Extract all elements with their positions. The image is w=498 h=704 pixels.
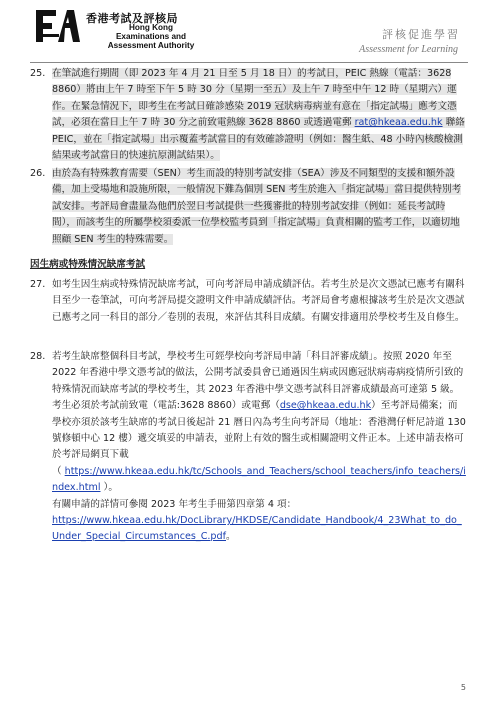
- link-schools-teachers[interactable]: https://www.hkeaa.edu.hk/tc/Schools_and_Teachers/school_teachers/info_teachers/index.html: [52, 465, 466, 494]
- paragraph-number: 28.: [30, 351, 46, 362]
- paragraph-text-part-4: 。: [226, 531, 236, 543]
- slogan-en: Assessment for Learning: [359, 44, 458, 55]
- paragraph-text-part-1: 在筆試進行期間（即 2023 年 4 月 21 日至 5 月 18 日）的考試日，PEIC 熱線（電話：3628 8860）將由上午 7 時至下午 5 時 30 分（星期一至五）及上午 7 時至中午 12 時（星期六）運作。在緊急情況下，即考生在考試日確診感染 2019 冠狀病毒病並有意在「指定試場」應考文憑試，必須在當日上午 7 時 30 分之前致電熱線 3628 8860 或透過電郵: [52, 68, 457, 129]
- paragraph-text: 如考生因生病或特殊情況缺席考試，可向考評局申請成績評估。若考生於是次文憑試已應考有關科目至少一卷筆試，可向考評局提交證明文件申請成績評估。考評局會考慮根據該考生於是次文憑試已應考之同一科目的部分／卷別的表現，來評估其科目成績。有關安排適用於學校考生及自修生。: [52, 279, 465, 323]
- org-name-en-line1: Hong Kong: [128, 23, 174, 32]
- email-link-rat[interactable]: rat@hkeaa.edu.hk: [354, 117, 443, 129]
- paragraph-27: [30, 277, 466, 326]
- page-number: 5: [460, 683, 466, 692]
- org-name-en: [96, 23, 206, 50]
- org-name-en-line3: Assessment Authority: [107, 41, 195, 50]
- page-header: [0, 0, 498, 66]
- section-title: 因生病或特殊情況缺席考試: [30, 259, 146, 270]
- paragraph-text: [52, 349, 466, 546]
- url-close-paren: ）。: [100, 482, 118, 494]
- paragraph-text: [52, 166, 466, 248]
- paragraph-text-part-2: 聯絡 PEIC，並在「指定試場」出示覆蓋考試當日的有效確診證明（例如：醫生紙、48 小時內核酸檢測結果或考試當日的快速抗原測試結果）。: [52, 117, 465, 162]
- paragraph-text: [52, 66, 466, 164]
- paragraph-text-body: 由於為有特殊教育需要（SEN）考生而設的特別考試安排（SEA）涉及不同類型的支援和額外設備，加上受場地和設施所限，一般情況下難為個別 SEN 考生於進入「指定試場」當日提供特別考試安排。考評局會盡量為他們於翌日考試提供一些獲審批的特別考試安排（例如：延長考試時間），而該考生的所屬學校須委派一位學校監考員到「指定試場」負責相關的監考工作，以適切地照顧 SEN 考生的特殊需要。: [52, 168, 462, 245]
- paragraph-number: 27.: [30, 279, 46, 290]
- header-divider: [30, 62, 468, 63]
- paragraph-26: [30, 166, 466, 248]
- paragraph-text-part-3: 有關申請的詳情可參閱 2023 年考生手冊第四章第 4 項：: [52, 498, 297, 510]
- org-name-zh: 香港考試及評核局: [86, 12, 178, 25]
- url-open-paren: （: [52, 465, 65, 477]
- paragraph-text-part-1: 若考生缺席整個科目考試，學校考生可經學校向考評局申請「科目評審成績」。按照 2020 年至 2022 年香港中學文憑考試的做法，公開考試委員會已通過因生病或因應冠狀病毒病疫情所引致的特殊情況而缺席考試的學校考生，其 2023 年香港中學文憑考試科目評審成績最高可達第 5 級。考生必須於考試前致電（電話:3628 8860）或電郵（: [52, 351, 464, 412]
- slogan-zh: 評核促進學習: [382, 28, 460, 41]
- paragraph-text-part-2: ）至考評局備案；而學校亦須於該考生缺席的考試日後起計 21 曆日內為考生向考評局（地址：香港灣仔軒尼詩道 130 號修頓中心 12 樓）遞交填妥的申請表，並附上有效的醫生或相關證明文件正本。上述申請表格可於考評局網頁下載: [52, 400, 466, 461]
- link-candidate-handbook[interactable]: https://www.hkeaa.edu.hk/DocLibrary/HKDSE/Candidate_Handbook/4_23What_to_do_Under_Special_Circumstances_C.pdf: [52, 515, 462, 543]
- email-link-dse[interactable]: dse@hkeaa.edu.hk: [279, 400, 372, 412]
- paragraph-25: [30, 66, 466, 164]
- paragraph-28: [30, 349, 466, 546]
- hkeaa-logo: [34, 6, 80, 46]
- paragraph-number: 25.: [30, 68, 46, 79]
- org-name-en-line2: Examinations and: [115, 32, 187, 41]
- paragraph-number: 26.: [30, 168, 46, 179]
